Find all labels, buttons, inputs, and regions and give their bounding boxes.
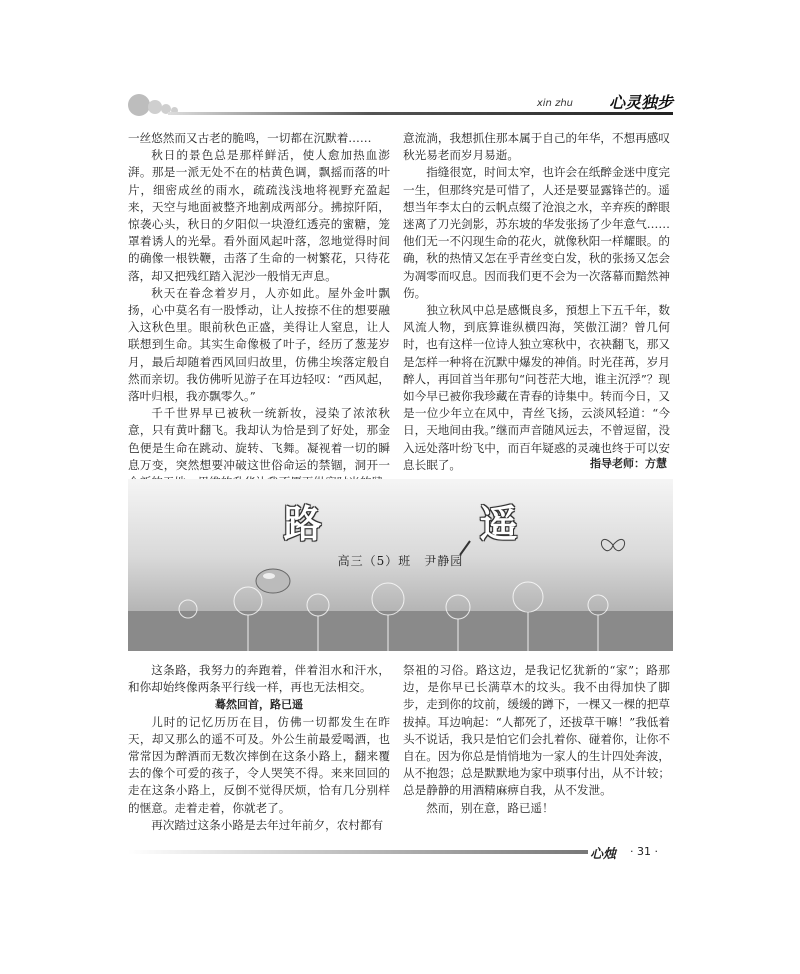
paragraph: 一丝悠然而又古老的脆鸣，一切都在沉默着…… [128, 131, 372, 145]
essay1-right-column [403, 130, 670, 474]
paragraph: 秋天在眷念着岁月，人亦如此。屋外金叶飘扬，心中莫名有一股悸动，让人按捺不住的想要融入这秋色里。眼前秋色正盛，美得让人窒息，让人联想到生命。其实生命像极了叶子，经历了葱茏岁月，最后却随着西风回归故里，仿佛尘埃落定般自然而亲切。我仿佛听见游子在耳边轻叹：“西风起，落叶归根，我亦飘零久。” [128, 285, 390, 404]
header-pinyin: xin zhu [536, 98, 573, 109]
page-header [128, 88, 673, 124]
column-name: 心灵独步 [608, 93, 673, 112]
essay2-title: 路 遥 [283, 502, 578, 546]
paragraph: 这条路，我努力的奔跑着，伴着泪水和汗水，和你却始终像两条平行线一样，再也无法相交。 [128, 663, 390, 695]
essay2-left-column [128, 662, 390, 834]
essay1-left-column [128, 130, 390, 491]
advisor-credit: 指导老师：方慧 [590, 457, 667, 470]
dandelion-field-illustration [128, 571, 673, 651]
header-rule [168, 112, 673, 115]
paragraph: 独立秋风中总是感慨良多，預想上下五千年，数风流人物，到底算谁纵横四海，笑傲江湖？曾几何时，也有这样一位诗人独立寒秋中，衣袂翻飞，那又是怎样一种将在沉默中爆发的神俏。时光荏苒，岁月醉人，再回首当年那句“问苍茫大地，谁主沉浮”？现如今早已被你我珍藏在青春的诗集中。转而今日，又是一位少年立在风中，青丝飞扬，云淡风轻道：“今日，天地间由我。”继而声音随风远去，不曾逗留，没入远处落叶纷飞中，而百年疑惑的灵魂也终于可以安息长眠了。 [403, 303, 670, 472]
title-banner [128, 479, 673, 651]
paragraph: 千千世界早已被秋一统新妆，浸染了浓浓秋意，只有黄叶翻飞。我却认为恰是到了好处，那金色便是生命在跳动、旋转、飞舞。凝视着一切的瞬息万变，突然想要冲破这世俗命运的禁锢，洞开一 [128, 406, 390, 472]
paragraph: 指缝很宽，时间太窄，也许会在纸醉金迷中度完一生，但那终究是可惜了，人还是要显露锋芒的。遥想当年李太白的云帆点缀了沧浪之水，辛弃疾的醉眼迷离了刀光剑影，苏东坡的华发张扬了少年意气……他们无一不闪现生命的花火，就像秋阳一样耀眼。的确，秋的热情又怎在乎青丝变白发，秋的张扬又怎会为凋零而叹息。因而我们更不会为一次落幕而黯然神伤。 [403, 165, 670, 300]
footer-rule [128, 850, 588, 854]
section-subheading: 蓦然回首，路已遥 [215, 698, 303, 712]
paragraph: 秋日的景色总是那样鲜活，使人愈加热血澎湃。那是一派无处不在的枯黄色调，飘摇而落的叶片，细密成丝的雨水，疏疏浅浅地将视野充盈起来，天空与地面被整齐地割成两部分。拂掠阡陌，惊袭心头，秋日的夕阳似一块澄红透亮的蜜糖，笼罩着诱人的光晕。看外面风起叶落，忽地觉得时间的确像一根铁鞭，击落了生命的一树繁花，只待花落，却又把残红踏入泥沙一般悄无声息。 [128, 148, 390, 283]
essay2-author: 高三（5）班 尹静园 [337, 554, 464, 568]
magazine-name: 心烛 [590, 847, 617, 862]
paragraph: 意流淌，我想抓住那本属于自己的年华，不想再感叹秋光易老而岁月易逝。 [403, 131, 670, 163]
essay2-right-column [403, 662, 670, 817]
page-number: · 31 · [630, 845, 658, 858]
paragraph: 然而，别在意，路已遥！ [426, 800, 554, 815]
paragraph: 再次踏过这条小路是去年过年前夕，农村都有 [151, 817, 384, 832]
paragraph: 儿时的记忆历历在目，仿佛一切都发生在昨天，却又那么的遥不可及。外公生前最爱喝酒，也常常因为醉酒而无数次摔倒在这条小路上，翻来覆去的像个可爱的孩子，令人哭笑不得。来来回回的走在这条小路上，反倒不觉得厌烦，恰有几分别样的惬意。走着走着，你就老了。 [128, 714, 390, 815]
paragraph: 祭祖的习俗。路这边，是我记忆犹新的“家”；路那边，是你早已长满草木的坟头。我不由得加快了脚步，走到你的坟前，缓缓的蹲下，一棵又一棵的把草拔掉。耳边响起：“人都死了，还拔草干嘛！”我低着头不说话，我只是怕它们会扎着你、碰着你，让你不自在。因为你总是悄悄地为一家人的生计四处奔波，从不抱怨；总是默默地为家中琐事付出，从不计较；总是静静的用酒精麻痹自我，从不发泄。 [403, 663, 670, 798]
